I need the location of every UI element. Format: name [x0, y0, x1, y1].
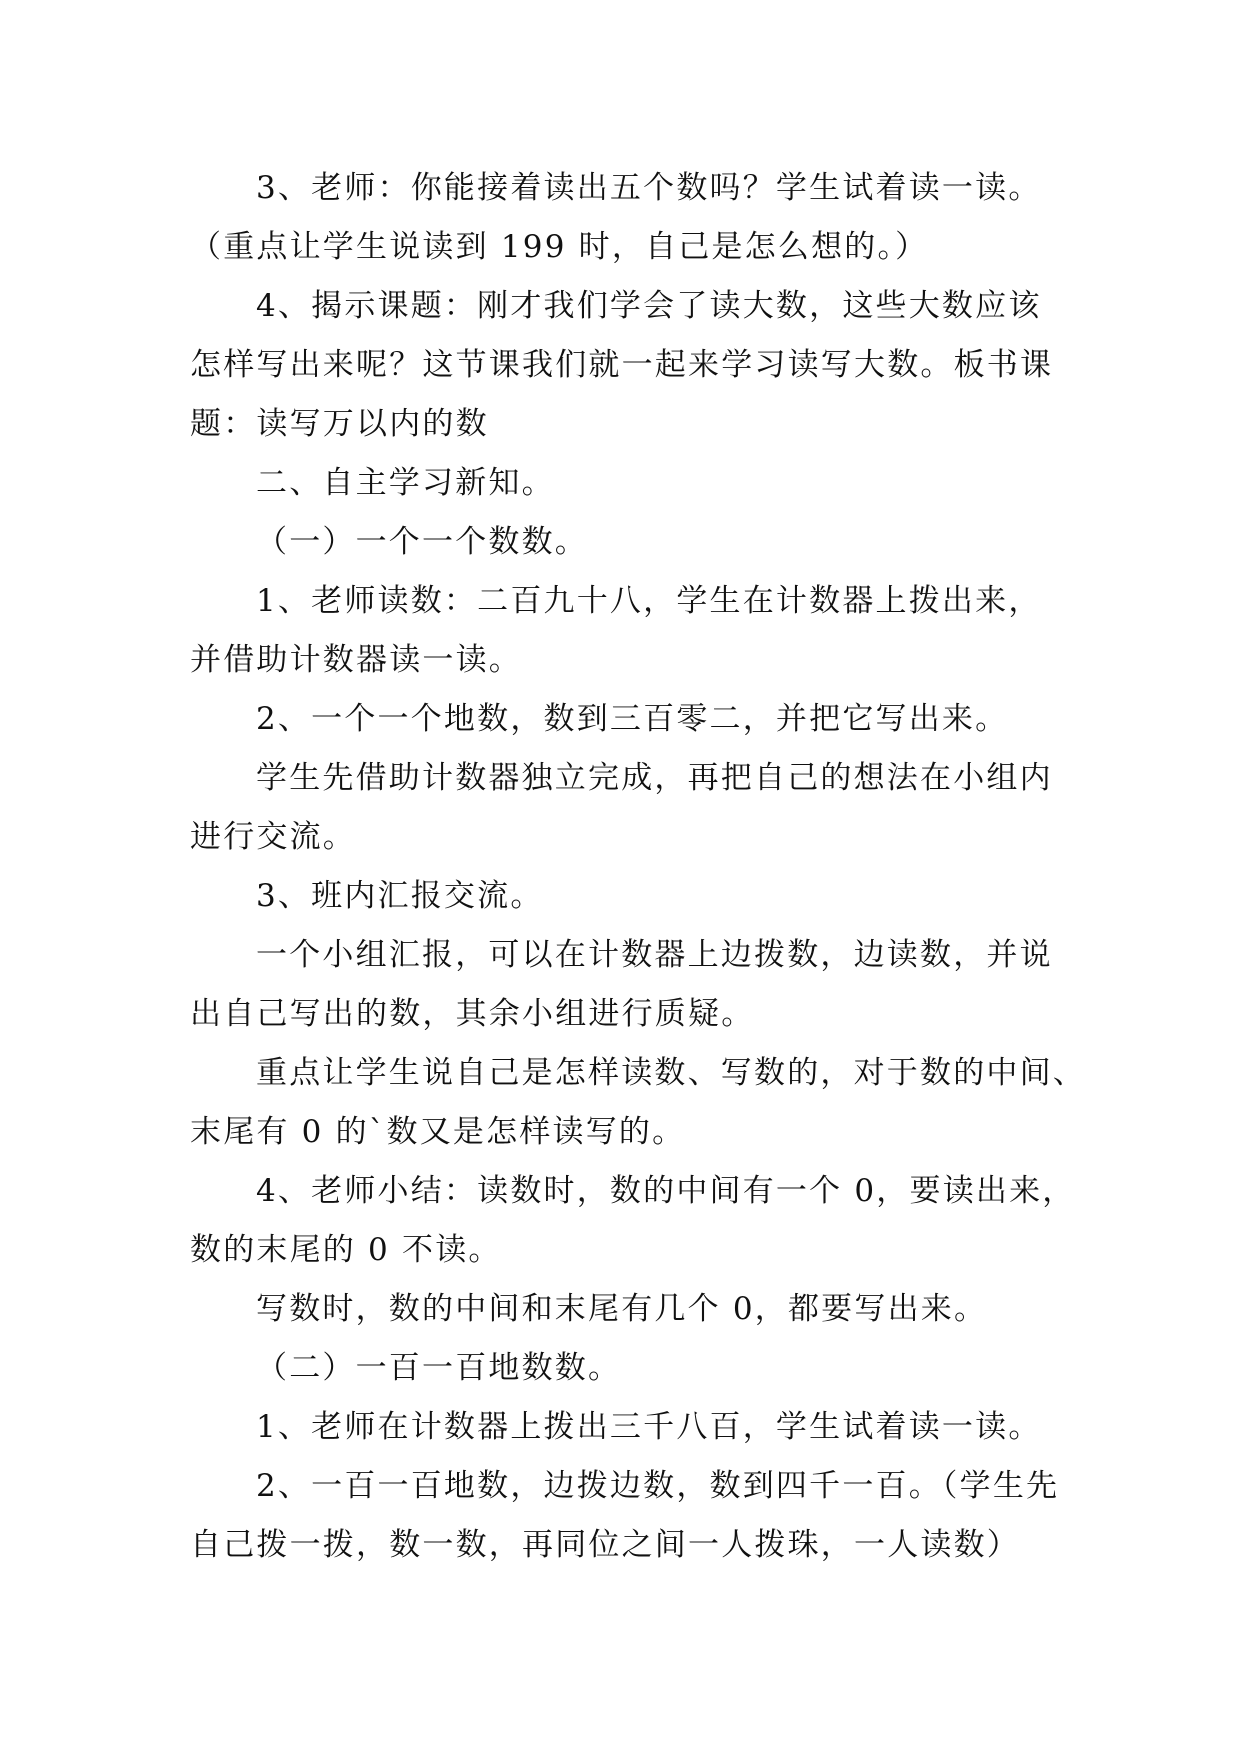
paragraph-line: 出自己写出的数，其余小组进行质疑。: [190, 996, 755, 1032]
paragraph-line: 1、老师在计数器上拨出三千八百，学生试着读一读。: [256, 1409, 1042, 1445]
paragraph-line: 学生先借助计数器独立完成，再把自己的想法在小组内: [256, 760, 1053, 796]
paragraph-line: 3、老师：你能接着读出五个数吗？学生试着读一读。: [256, 170, 1042, 206]
paragraph-line: 题：读写万以内的数: [190, 406, 489, 442]
paragraph-line: 2、一个一个地数，数到三百零二，并把它写出来。: [256, 701, 1009, 737]
paragraph-line: 重点让学生说自己是怎样读数、写数的，对于数的中间、: [256, 1055, 1086, 1091]
paragraph-line: 2、一百一百地数，边拨边数，数到四千一百。（学生先: [256, 1468, 1060, 1504]
paragraph-line: 末尾有 0 的`数又是怎样读写的。: [190, 1114, 686, 1150]
paragraph-line: 1、老师读数：二百九十八，学生在计数器上拨出来，: [256, 583, 1042, 619]
subsection-heading: （一）一个一个数数。: [256, 524, 588, 560]
paragraph-line: （重点让学生说读到 199 时，自己是怎么想的。）: [190, 229, 929, 265]
paragraph-line: 怎样写出来呢？这节课我们就一起来学习读写大数。板书课: [190, 347, 1054, 383]
paragraph-line: 4、揭示课题：刚才我们学会了读大数，这些大数应该: [256, 288, 1042, 324]
paragraph-line: 4、老师小结：读数时，数的中间有一个 0，要读出来，: [256, 1173, 1076, 1209]
subsection-heading: （二）一百一百地数数。: [256, 1350, 622, 1386]
paragraph-line: 并借助计数器读一读。: [190, 642, 522, 678]
section-heading: 二、自主学习新知。: [256, 465, 555, 501]
paragraph-line: 写数时，数的中间和末尾有几个 0，都要写出来。: [256, 1291, 988, 1327]
paragraph-line: 进行交流。: [190, 819, 356, 855]
paragraph-line: 3、班内汇报交流。: [256, 878, 544, 914]
paragraph-line: 一个小组汇报，可以在计数器上边拨数，边读数，并说: [256, 937, 1053, 973]
paragraph-line: 数的末尾的 0 不读。: [190, 1232, 502, 1268]
paragraph-line: 自己拨一拨，数一数，再同位之间一人拨珠，一人读数）: [190, 1527, 1020, 1563]
